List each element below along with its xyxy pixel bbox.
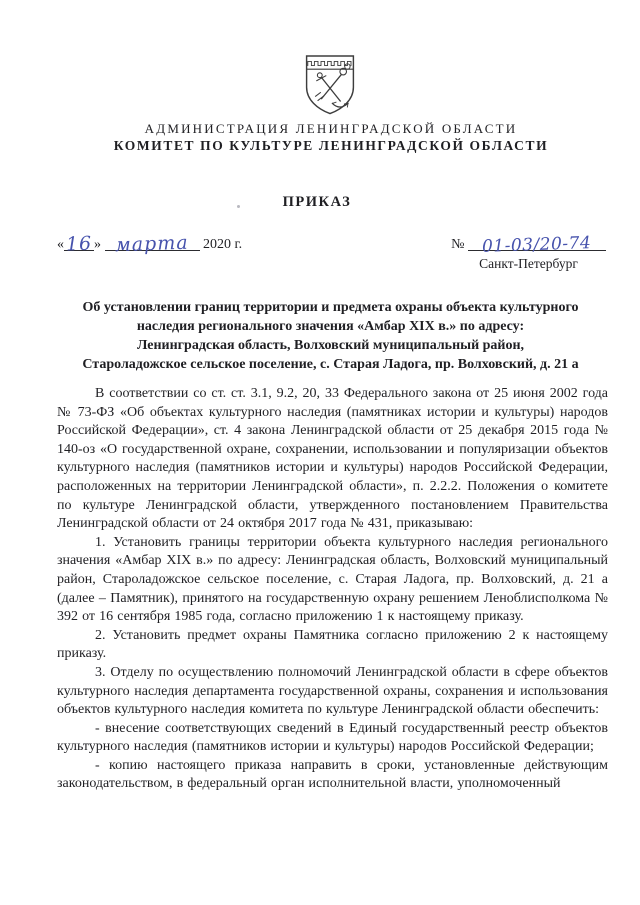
title-line: наследия регионального значения «Амбар XIX в.» по адресу: xyxy=(136,319,525,334)
order-number-block xyxy=(451,231,606,272)
date-month-handwritten: марта xyxy=(114,231,190,257)
body-paragraph-dash-1: - внесение соответствующих сведений в Единый государственный реестр объектов культурного наследия (памятников истории и культуры) народов Российской Федерации; xyxy=(57,720,608,755)
scan-speck xyxy=(237,205,240,208)
date-year: 2020 г. xyxy=(203,237,243,252)
date-month-blank xyxy=(105,231,200,257)
document-title xyxy=(57,298,604,374)
date-number-row xyxy=(57,231,606,272)
number-label: № xyxy=(451,237,465,252)
title-line: Староладожское сельское поселение, с. Старая Ладога, пр. Волховский, д. 21 а xyxy=(82,357,579,372)
body-paragraph-dash-2: - копию настоящего приказа направить в сроки, установленные действующим законодательством, в федеральный орган исполнительной власти, уполномоченный xyxy=(57,757,608,792)
doc-type-heading: ПРИКАЗ xyxy=(282,194,352,210)
city-label: Санкт-Петербург xyxy=(479,256,578,271)
number-blank xyxy=(468,233,606,257)
date-day-handwritten: 16 xyxy=(65,232,93,256)
coat-of-arms-icon xyxy=(300,53,360,124)
org-name-committee: КОМИТЕТ ПО КУЛЬТУРЕ ЛЕНИНГРАДСКОЙ ОБЛАСТИ xyxy=(113,138,549,153)
body-paragraph-item-2: 2. Установить предмет охраны Памятника согласно приложению 2 к настоящему приказу. xyxy=(57,627,608,662)
body-paragraph-item-1: 1. Установить границы территории объекта культурного наследия регионального значения «Амбар XIX в.» по адресу: Ленинградская область, Волховский муниципальный район, Староладожское сельское поселение, с. Старая Ладога, пр. Волховский, д. 21 а (далее – Памятник), принятого на государственную охрану решением Леноблисполкома № 392 от 16 сентября 1985 года, согласно приложению 1 к настоящему приказу. xyxy=(57,534,608,625)
date-day-blank xyxy=(64,232,94,256)
org-name-administration: АДМИНИСТРАЦИЯ ЛЕНИНГРАДСКОЙ ОБЛАСТИ xyxy=(144,121,518,136)
body-paragraph-item-3: 3. Отделу по осуществлению полномочий Ленинградской области в сфере объектов культурного наследия департамента государственной охраны, сохранения и использования объектов культурного наследия комитета по культуре Ленинградской области обеспечить: xyxy=(57,664,608,718)
body-paragraph-preamble: В соответствии со ст. ст. 3.1, 9.2, 20, 33 Федерального закона от 25 июня 2002 года № 73-ФЗ «Об объектах культурного наследия (памятниках истории и культуры) народов Российской Федерации», ст. 4 закона Ленинградской области от 25 декабря 2015 года № 140-оз «О государственной охране, сохранении, использовании и популяризации объектов культурного наследия (памятников истории и культуры) народов Российской Федерации, расположенных на территории Ленинградской области», п. 2.2.2. Положения о комитете по культуре Ленинградской области, утвержденного постановлением Правительства Ленинградской области от 24 октября 2017 года № 431, приказываю: xyxy=(57,386,608,532)
document-body xyxy=(57,385,608,794)
date-close-quote: » xyxy=(94,237,101,252)
number-value-handwritten: 01-03/20-74 xyxy=(482,233,592,257)
order-date xyxy=(57,231,243,257)
date-open-quote: « xyxy=(57,237,64,252)
title-line: Ленинградская область, Волховский муниципальный район, xyxy=(136,338,525,353)
title-line: Об установлении границ территории и предмета охраны объекта культурного xyxy=(82,300,579,315)
